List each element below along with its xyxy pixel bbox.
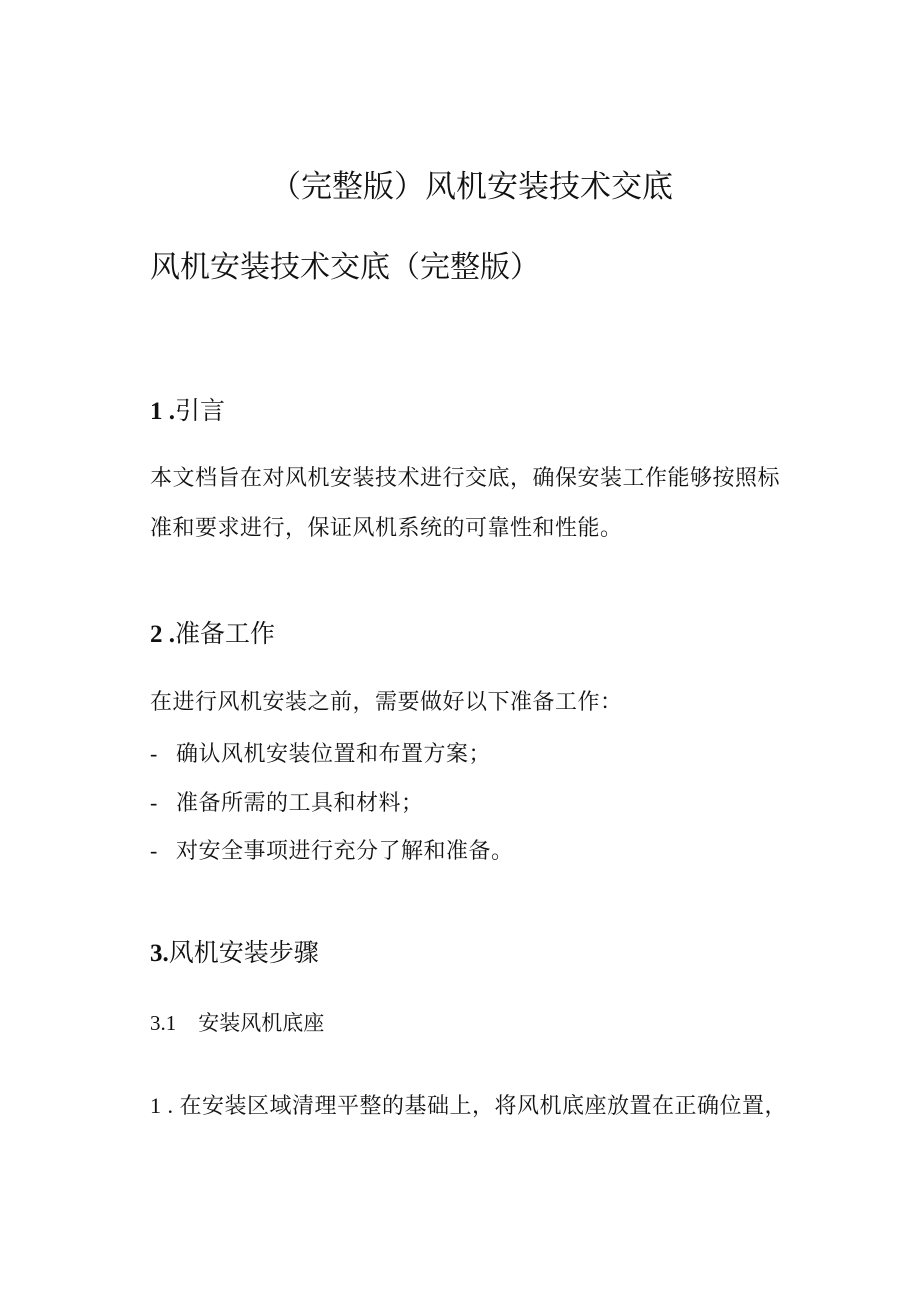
section-title: 风机安装步骤 [168, 938, 319, 967]
list-item [150, 743, 491, 766]
section-number: 3. [150, 940, 169, 967]
list-item [150, 840, 514, 863]
list-item-text: 准备所需的工具和材料； [176, 791, 424, 816]
section-number: 1 . [150, 398, 175, 425]
section-title: 引言 [175, 396, 226, 425]
preparation-intro: 在进行风机安装之前，需要做好以下准备工作： [150, 690, 623, 715]
document-subtitle: 风机安装技术交底（完整版） [150, 250, 540, 285]
introduction-paragraph-line: 准和要求进行，保证风机系统的可靠性和性能。 [150, 516, 623, 541]
list-item [150, 792, 424, 815]
section-number: 2 . [150, 621, 175, 648]
section-heading-introduction [150, 398, 225, 424]
section-title: 准备工作 [175, 619, 276, 648]
bullet-dash: - [150, 790, 158, 815]
subsection-heading-base [150, 1013, 324, 1034]
subsection-title: 安装风机底座 [198, 1011, 325, 1035]
subsection-number: 3.1 [150, 1011, 177, 1035]
list-item-text: 对安全事项进行充分了解和准备。 [176, 839, 514, 864]
document-title: （完整版）风机安装技术交底 [270, 169, 673, 205]
step-number: 1 . [150, 1093, 174, 1118]
section-heading-preparation [150, 621, 275, 647]
step-text: 在安装区域清理平整的基础上，将风机底座放置在正确位置， [179, 1094, 788, 1119]
bullet-dash: - [150, 741, 158, 766]
step-item [150, 1095, 787, 1118]
section-heading-installation-steps [150, 940, 319, 966]
list-item-text: 确认风机安装位置和布置方案； [176, 742, 492, 767]
bullet-dash: - [150, 838, 158, 863]
introduction-paragraph-line: 本文档旨在对风机安装技术进行交底，确保安装工作能够按照标 [150, 466, 781, 491]
